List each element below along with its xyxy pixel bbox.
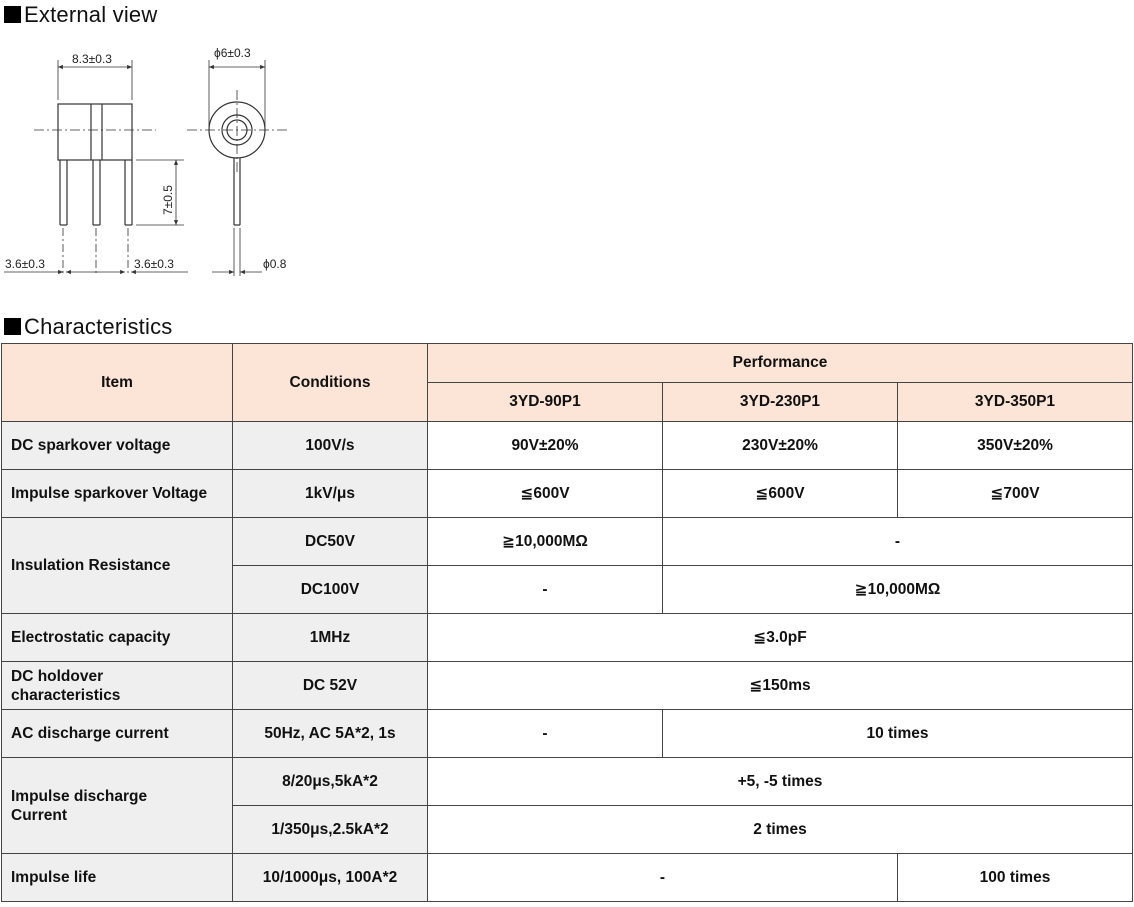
row-condition: DC50V: [233, 518, 428, 566]
square-bullet-icon: [4, 6, 21, 23]
square-bullet-icon: [4, 318, 21, 335]
front-view: [187, 60, 289, 276]
table-row: [2, 470, 1133, 518]
row-condition: 10/1000μs, 100A*2: [233, 854, 428, 902]
row-condition: 100V/s: [233, 422, 428, 470]
row-item: Insulation Resistance: [2, 518, 233, 614]
row-value: ≦150ms: [428, 662, 1133, 710]
body-outline: [58, 104, 132, 160]
row-value: 100 times: [898, 854, 1133, 902]
row-item-line1: Impulse discharge: [11, 787, 148, 805]
row-value: 10 times: [663, 710, 1133, 758]
dim-diameter: ϕ6±0.3: [214, 46, 251, 60]
header-model: 3YD-350P1: [898, 383, 1133, 422]
row-condition: 8/20μs,5kA*2: [233, 758, 428, 806]
row-condition: DC 52V: [233, 662, 428, 710]
dim-lead-diameter: ϕ0.8: [263, 257, 287, 271]
row-value: ≦700V: [898, 470, 1133, 518]
row-value: 90V±20%: [428, 422, 663, 470]
table-row: [2, 854, 1133, 902]
characteristics-title-text: Characteristics: [24, 314, 173, 339]
row-value: +5, -5 times: [428, 758, 1133, 806]
row-condition: DC100V: [233, 566, 428, 614]
row-item: Impulse life: [2, 854, 233, 902]
row-condition: 50Hz, AC 5A*2, 1s: [233, 710, 428, 758]
table-row: [2, 662, 1133, 710]
row-value: -: [428, 854, 898, 902]
row-item-line2: characteristics: [11, 686, 121, 704]
row-item-line2: Current: [11, 806, 67, 824]
row-item: AC discharge current: [2, 710, 233, 758]
table-row: [2, 614, 1133, 662]
header-row: [2, 344, 1133, 383]
row-condition: 1/350μs,2.5kA*2: [233, 806, 428, 854]
row-value: ≧10,000MΩ: [428, 518, 663, 566]
table-row: [2, 518, 1133, 566]
row-item: DC sparkover voltage: [2, 422, 233, 470]
row-value: 350V±20%: [898, 422, 1133, 470]
external-view-drawing: [0, 40, 320, 285]
section-title-external-view: [4, 2, 157, 28]
row-value: ≦3.0pF: [428, 614, 1133, 662]
characteristics-table: [1, 343, 1133, 902]
row-item: Electrostatic capacity: [2, 614, 233, 662]
dim-lead-length: 7±0.5: [161, 185, 175, 215]
table-row: [2, 758, 1133, 806]
table-row: [2, 422, 1133, 470]
external-view-title-text: External view: [24, 2, 158, 27]
row-item: [2, 662, 233, 710]
row-value: 2 times: [428, 806, 1133, 854]
section-title-characteristics: [4, 314, 172, 340]
row-condition: 1kV/μs: [233, 470, 428, 518]
row-value: 230V±20%: [663, 422, 898, 470]
header-model: 3YD-90P1: [428, 383, 663, 422]
dim-width-top: 8.3±0.3: [72, 52, 112, 66]
header-conditions: Conditions: [233, 344, 428, 422]
header-item: Item: [2, 344, 233, 422]
dim-pitch-left: 3.6±0.3: [5, 257, 45, 271]
row-item: [2, 758, 233, 854]
row-value: -: [428, 566, 663, 614]
header-model: 3YD-230P1: [663, 383, 898, 422]
dim-pitch-right: 3.6±0.3: [134, 257, 174, 271]
header-performance: Performance: [428, 344, 1133, 383]
row-condition: 1MHz: [233, 614, 428, 662]
side-view: [4, 60, 188, 276]
row-value: -: [663, 518, 1133, 566]
row-value: ≧10,000MΩ: [663, 566, 1133, 614]
row-item-line1: DC holdover: [11, 667, 104, 685]
row-value: -: [428, 710, 663, 758]
table-row: [2, 710, 1133, 758]
row-item: Impulse sparkover Voltage: [2, 470, 233, 518]
row-value: ≦600V: [663, 470, 898, 518]
row-value: ≦600V: [428, 470, 663, 518]
